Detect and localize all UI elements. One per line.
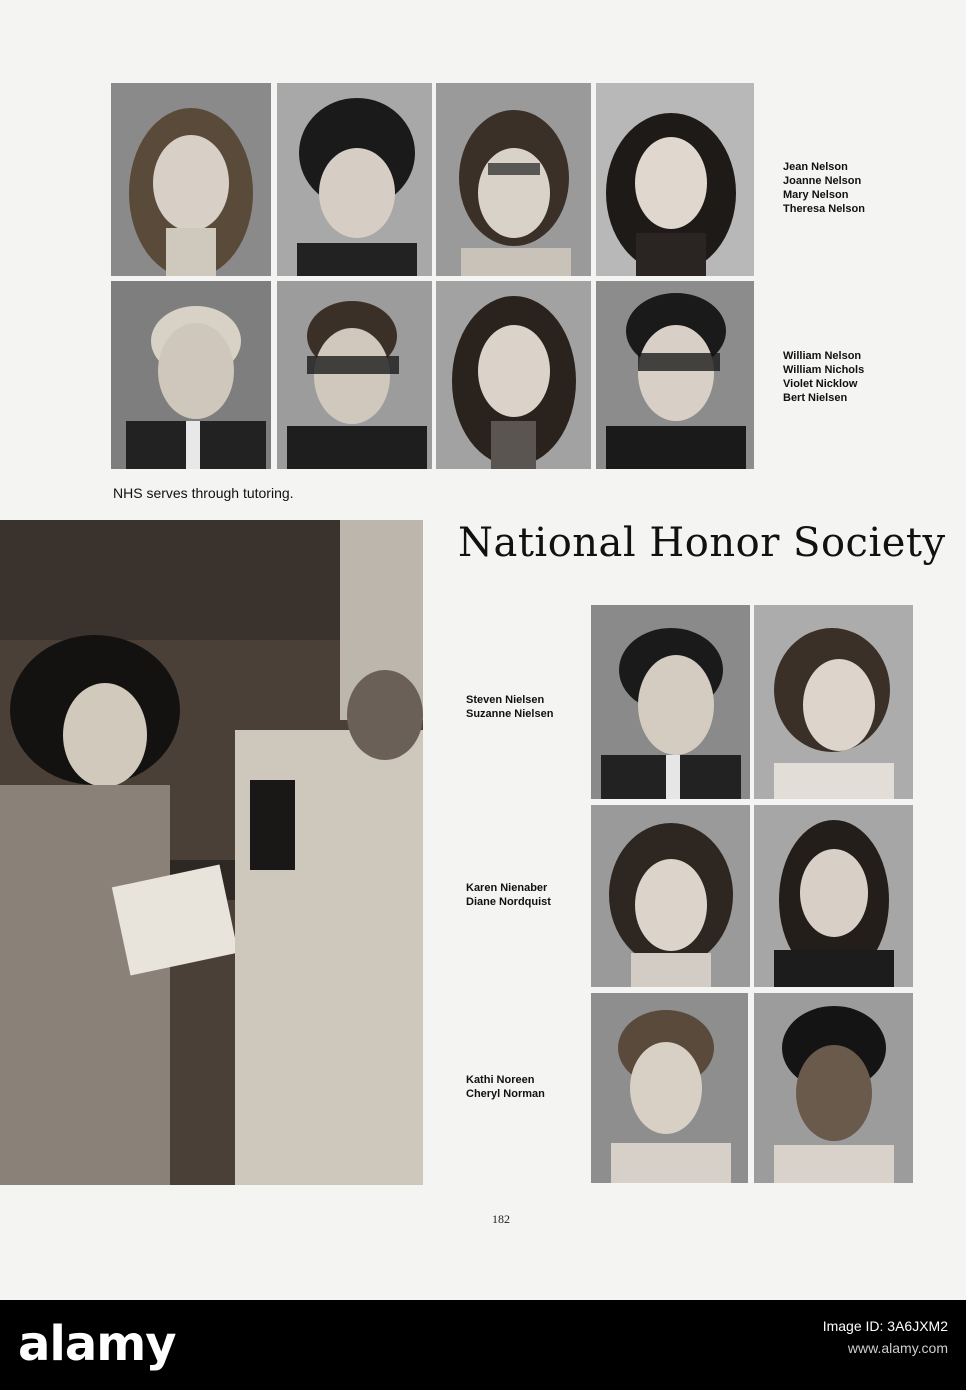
names-group-4 — [466, 881, 551, 909]
student-name: Cheryl Norman — [466, 1088, 545, 1100]
page-number: 182 — [492, 1212, 510, 1226]
portrait-cheryl-norman — [754, 993, 913, 1183]
names-group-3 — [466, 693, 553, 721]
student-name: William Nichols — [783, 364, 865, 376]
portrait-suzanne-nielsen — [754, 605, 913, 799]
image-id: Image ID: 3A6JXM2 — [822, 1318, 948, 1334]
portrait-kathi-noreen — [591, 993, 748, 1183]
names-group-5 — [466, 1073, 545, 1101]
student-name: Mary Nelson — [783, 189, 849, 201]
student-name: Diane Nordquist — [466, 896, 551, 908]
student-name: Steven Nielsen — [466, 694, 545, 706]
names-group-1 — [783, 160, 865, 216]
portrait-jean-nelson — [111, 83, 271, 276]
portrait-violet-nicklow — [436, 281, 591, 469]
portrait-mary-nelson — [436, 83, 591, 276]
student-name: Violet Nicklow — [783, 378, 858, 390]
student-name: Theresa Nelson — [783, 203, 865, 215]
portrait-joanne-nelson — [277, 83, 432, 276]
student-name: Kathi Noreen — [466, 1074, 535, 1086]
student-name: Joanne Nelson — [783, 175, 862, 187]
student-name: Karen Nienaber — [466, 882, 548, 894]
portrait-steven-nielsen — [591, 605, 750, 799]
photo-caption: NHS serves through tutoring. — [113, 485, 294, 501]
image-id-block — [823, 1315, 948, 1359]
portrait-william-nichols — [277, 281, 432, 469]
alamy-logo: alamy — [18, 1316, 176, 1372]
portrait-bert-nielsen — [596, 281, 754, 469]
portrait-karen-nienaber — [591, 805, 750, 987]
student-name: Suzanne Nielsen — [466, 708, 554, 720]
student-name: William Nelson — [783, 350, 862, 362]
names-group-2 — [783, 349, 864, 405]
student-name: Jean Nelson — [783, 161, 848, 173]
source-url: www.alamy.com — [847, 1340, 948, 1356]
page-title: National Honor Society — [458, 520, 946, 566]
portrait-theresa-nelson — [596, 83, 754, 276]
portrait-william-nelson — [111, 281, 271, 469]
tutoring-photo — [0, 520, 423, 1185]
portrait-diane-nordquist — [754, 805, 913, 987]
student-name: Bert Nielsen — [783, 392, 848, 404]
